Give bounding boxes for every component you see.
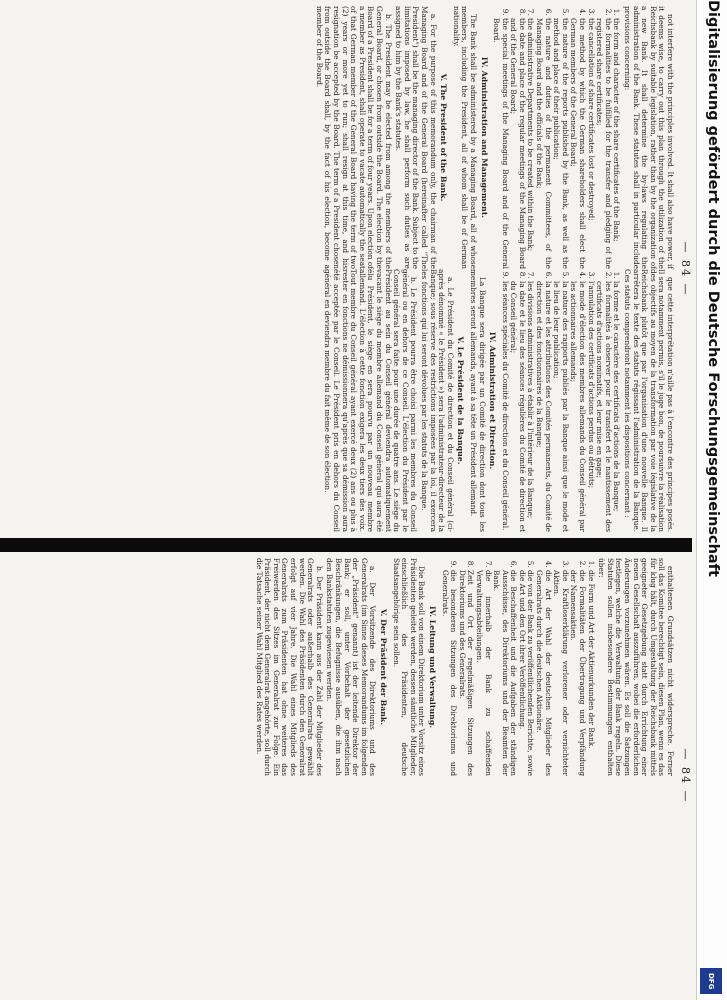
provisions-list — [500, 269, 620, 532]
list-item: 8. la date et le lieu des séances régulières du Comité de direction et du Conseil général; — [509, 281, 526, 532]
section-paragraph-v-a: a. Le Président du Comité de direction et du Conseil général (ci-après dénommé « le Président ») sera l'administrateur-directeur de la Banque; sous réserve des restrictions imposées par la loi, il exercera les fonctions qui lui seront dévolues par les statuts de la Banque. — [419, 269, 455, 532]
column-empty — [252, 776, 674, 994]
list-item: 4. die Art der Wahl der deutschen Mitglieder des Generalrats durch die deutschen Aktionäre. — [535, 570, 552, 776]
list-item: 6. the nature and duties of the permanent Committees, of the Managing Board and the officials of the Bank; — [535, 18, 552, 269]
list-item: 5. the nature of the reports published by the Bank, as well as the method and place of their publication; — [552, 18, 569, 269]
section-heading-v: V. Der Präsident der Bank. — [379, 608, 388, 726]
list-item: 2. the formalities to be fulfilled for the transfer and pledging of the registered share certificates; — [595, 18, 612, 269]
section-heading-iv: IV. Administration et Direction. — [488, 331, 498, 470]
list-item: 3. die Kraftloserklärung verlorener oder vernichteter Aktien. — [552, 570, 569, 776]
list-item: 7. die innerhalb der Bank zu schaffenden Verwaltungsabteilungen. — [474, 570, 491, 776]
provisions-list — [440, 558, 595, 776]
list-item: 1. the form and character of the share certificates of the Bank; — [612, 18, 621, 269]
list-item: 1. la forme et le caractère des certificats d'actions de la Banque; — [612, 281, 621, 532]
dfg-logo-icon: DFG — [700, 968, 722, 994]
column-english — [312, 6, 674, 269]
list-item: 9. die besonderen Sitzungen des Direktoriums und Generalrats. — [440, 570, 457, 776]
list-item: 2. die Formalitäten der Übertragung und Verpfändung der Namensaktien. — [569, 570, 586, 776]
list-item: 7. les divisions administratives à établir à l'intérieur de la Banque; — [526, 281, 535, 532]
section-paragraph-iv: The Bank shall be administered by a Managing Board, all of whose members, including the President, all of whom shall be of German nationality. — [451, 6, 478, 269]
columns-top — [312, 0, 678, 538]
list-item: 2. les formalités à observer pour le transfert et le nantissement des certificats d'actions nominatifs, et leur mise en gage; — [595, 281, 612, 532]
list-item: 5. die von der Bank zu veröffentlichenden Berichte, sowie die Art und den Ort ihrer Veröffentlichung. — [517, 570, 534, 776]
list-item: 4. the method by which the German shareholders shall elect the German members of the General Board; — [569, 18, 586, 269]
section-paragraph-v-b: b. Der Präsident kann aus der Zahl der Mitglieder des Generalrats oder außerhalb des Generalrats gewählt werden. Die Wahl des Präsidenten durch den Generalrat erfolgt auf vier Jahre. Die Wahl eines Mitglieds des Generalrats zum Präsidenten hat ohne weiteres das Freiwerden des Sitzes im Generalrat zur Folge. Ein Präsident, der nicht dem Generalrat angehörte, soll durch die Tatsache seiner Wahl Mitglied des Rates werden. — [254, 558, 324, 776]
list-item: 1. die Form und Art der Aktienurkunden der Bank. — [586, 570, 595, 776]
provisions-list — [492, 6, 621, 269]
list-item: 7. the administrative Departments to be created within the Bank; — [526, 18, 535, 269]
page-gutter — [0, 538, 692, 552]
section-paragraph-v-a: a. For the purpose of this memorandum only, the chairman of the Managing Board and of the General Board (hereinafter called "The President") shall be the managing director of the Bank. Subject to the limitations imposed by law, he shall perform such duties as are assigned to him by the Bank's statutes. — [394, 6, 438, 269]
columns-bottom — [252, 552, 678, 1000]
list-item: 9. the special meetings of the Managing Board and of the General Board. — [492, 18, 509, 269]
intro-paragraph: enthaltenen Grundsätzen nicht widerspreche. Ferner soll das Komitee berechtigt sein, diesen Plan, wenn es das für klug hält, durch Umgestaltung der Reichsbank mittels geeigneter Gesetzgebung statt durch Errichtung einer neuen Gesellschaft auszuführen, wobei die erforderlichen Änderungen vorzunehmen wären. Es soll die Satzungen festlegen, welche die Verwaltung der Bank regeln. Diese Statuten sollen insbesondere Bestimmungen enthalten über: — [597, 558, 675, 776]
list-item: 4. le mode d'élection des membres allemands du Conseil général par les actionnaires allemands; — [569, 281, 586, 532]
digitization-notice: Digitalisierung gefördert durch die Deutsche Forschungsgemeinschaft — [705, 0, 721, 577]
list-item: 8. Zeit und Ort der regelmäßigen Sitzungen des Direktoriums und des Generalrats. — [457, 570, 474, 776]
bottom-page-rotated — [0, 552, 692, 1000]
list-item: 8. the date and place of the regular meetings of the Managing Board and of the General Board; — [509, 18, 526, 269]
column-german — [252, 558, 674, 776]
page-number-top: — 84 — — [679, 241, 692, 297]
section-paragraph-v-b: b. Le Président pourra être choisi parmi les membres du Conseil général ou en dehors de ce Conseil. L'élection du Président par le Conseil général sera faite pour une durée de quatre ans. Le siège du Président au sein du Conseil général deviendra automatiquement vacant le siège du membre allemand du Conseil général qui aura été élu Président, le siège en sera pourvu par un nouveau membre allemand. L'élection à cette fonction exigera les deux tiers des voix. Tout membre du Conseil général ayant exercé deux (2) ans ou plus à rester en fonctions ne démissionnera qu'après que sa démission aura été acceptée par le Conseil. Le Président pris en dehors du Conseil général en deviendra membre du fait même de son élection. — [323, 269, 419, 532]
section-heading-iv: IV. Administration and Management. — [479, 56, 489, 219]
section-paragraph-v-b: b. The President may be elected from among the members of the General Board, or chosen from outside the Board. The election by the Board of a President shall be for a term of four years. Upon election of a member as President, shall operate to vacate automatically the seat of that German member of the General Board having the term of two (2) years or more yet to run; shall resign at this time, and his resignation be accepted by the Board. The term of a President chosen from outside the Board shall, by the fact of his election, become a member of the Board. — [314, 6, 393, 269]
list-item: 9. les séances spéciales du Comité de direction et du Conseil général. — [500, 281, 509, 532]
section-heading-iv: IV. Leitung und Verwaltung. — [427, 605, 437, 728]
page-number-bottom: — 84 — — [679, 748, 692, 804]
section-paragraph-iv: Die Bank soll von einem Direktorium unter Vorsitz eines Präsidenten geleitet werden, dessen sämtliche Mitglieder, einschließlich des Präsidenten, deutsche Staatsangehörige sein sollen. — [391, 558, 427, 776]
section-paragraph-iv: La Banque sera dirigée par un Comité de direction dont tous les membres seront allemands, ayant à sa tête un Président allemand. — [468, 269, 487, 532]
intro-paragraph: que cette interprétation n'aille pas à l'encontre des principes posés. Il sera notamment permis, s'il le juge bon, de poursuivre la réalisation des objectifs au moyen de la transformation par voie législative de la Reichsbank plutôt que par l'organisation d'une nouvelle Banque. Il arrêtera le texte des statuts régissant l'administration de la Banque. Ces statuts comprendront notamment les dispositions concernant : — [623, 269, 675, 532]
list-item: 5. la nature des rapports publiés par la Banque ainsi que le mode et le lieu de leur publication; — [552, 281, 569, 532]
digitization-sidebar — [696, 0, 727, 1000]
section-heading-v: V. Le Président de la Banque. — [456, 336, 466, 465]
section-heading-v: V. The President of the Bank. — [439, 73, 449, 202]
bottom-page — [0, 552, 692, 1000]
section-paragraph-v-a: a. Der Vorsitzende des Direktoriums und des Generalrats (im Sinne dieses Memorandums im folgenden der „Präsident“ genannt) ist der leitende Direktor der Bank; er soll, unter Vorbehalt der gesetzlichen Beschränkungen, die Befugnisse ausüben, die ihm nach den Bankstatuten zugewiesen werden. — [325, 558, 378, 776]
list-item: 3. l'annulation des certificats d'actions perdus ou détruits; — [586, 281, 595, 532]
intro-paragraph: not interfere with the principles involved. It shall also have power, if it deems wise, to carry out this plan through the utilization of the Reichsbank by suitable legislation, rather than by the organization of a new Bank. It shall determine the by-laws regulating the administration of the Bank. These statutes shall in particular include provisions concerning: — [623, 6, 675, 269]
list-item: 6. die Beschaffenheit und die Aufgaben der ständigen Ausschüsse, des Direktoriums und der Beamten der Bank. — [492, 570, 518, 776]
list-item: 6. la nature et les attributions des Comités permanents, du Comité de direction et des fonctionnaires de la Banque; — [535, 281, 552, 532]
list-item: 3. the cancellation of share certificates lost or destroyed; — [586, 18, 595, 269]
column-french — [312, 269, 674, 532]
